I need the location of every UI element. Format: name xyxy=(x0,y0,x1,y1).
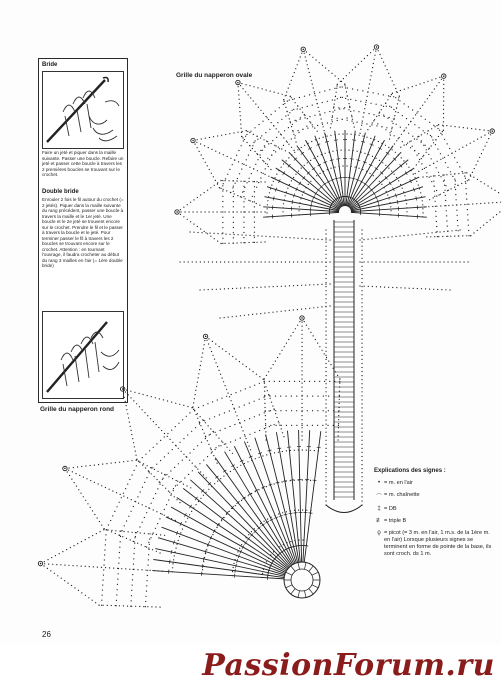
symbol-legend xyxy=(374,468,492,563)
legend-item xyxy=(374,518,492,525)
legend-item-text: = triple B xyxy=(384,518,407,524)
legend-item-text: = m. en l'air xyxy=(384,480,413,486)
slip-stitch-symbol: ⌒ xyxy=(375,495,382,501)
bride-instructions: Faire un jeté et piquer dans la maille suivante. Passer une boucle. Refaire un jeté et passer cette boucle à travers les 2 premières boucles se trouvant sur le crochet. xyxy=(42,150,124,177)
oval-diagram-title: Grille du napperon ovale xyxy=(176,72,253,79)
triple-crochet-symbol: ≢ xyxy=(376,518,382,524)
picot-symbol: ϙ xyxy=(377,530,381,536)
chain-stitch-symbol: • xyxy=(377,480,381,486)
round-diagram-title: Grille du napperon rond xyxy=(40,406,115,413)
legend-item-text: = m. chaînette xyxy=(384,492,420,498)
double-crochet-symbol: ‡ xyxy=(377,506,381,512)
double-bride-instructions: Enrouler 2 fois le fil autour du crochet (= 2 jetés). Piquer dans la maille suivante du rang précédent, passer une boucle à travers la maille et le 1er jeté. Une boucle et le 2e jeté se trouvent encore sur le crochet. Prendre le fil et le passer à travers la boucle et le jeté. Pour terminer passer le fil à travers les 2 boucles se trouvant encore sur le crochet. Attention : en tournant l'ouvrage, il faudra crocheter au début du rang 3 mailles en l'air (= 1ère double bride) xyxy=(42,197,124,268)
bride-title: Bride xyxy=(42,62,58,68)
legend-item xyxy=(374,506,492,513)
legend-item-text: = picot (= 3 m. en l'air, 1 m.s. de la 1ère m. en l'air) Lorsque plusieurs signes se terminent en forme de pointe de la base, ils sont croch. ds 1 m. xyxy=(384,530,492,557)
legend-item xyxy=(374,530,492,558)
legend-item xyxy=(374,492,492,501)
legend-item xyxy=(374,480,492,487)
double-bride-title: Double bride xyxy=(42,189,79,195)
legend-item-text: = DB xyxy=(384,506,397,512)
legend-title: Explications des signes : xyxy=(374,468,446,474)
page-number: 26 xyxy=(42,630,51,639)
site-watermark: PassionForum.ru xyxy=(202,648,495,683)
